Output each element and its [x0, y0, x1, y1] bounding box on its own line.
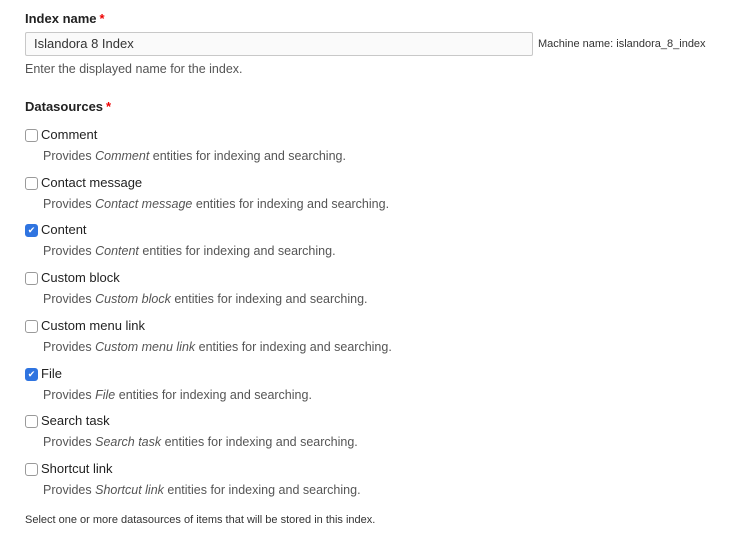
desc-suffix: entities for indexing and searching.	[195, 339, 392, 354]
desc-prefix: Provides	[43, 196, 96, 211]
checkbox-contact-message[interactable]	[25, 177, 38, 190]
checkbox-shortcut-link[interactable]	[25, 463, 38, 476]
datasource-description	[43, 149, 346, 163]
checkbox-content[interactable]: ✔	[25, 224, 38, 237]
desc-entity: Custom menu link	[95, 339, 196, 354]
datasource-description	[43, 292, 368, 306]
desc-suffix: entities for indexing and searching.	[138, 244, 336, 259]
index-name-description: Enter the displayed name for the index.	[25, 62, 243, 76]
desc-entity: Comment	[95, 149, 150, 163]
checkbox-file[interactable]: ✔	[25, 368, 38, 381]
datasource-description	[43, 483, 361, 497]
checkbox-label[interactable]: File	[41, 365, 62, 381]
desc-prefix: Provides	[43, 149, 96, 163]
desc-prefix: Provides	[43, 482, 96, 497]
datasources-label	[25, 99, 111, 114]
desc-suffix: entities for indexing and searching.	[170, 292, 368, 307]
datasource-description	[43, 435, 358, 449]
desc-prefix: Provides	[43, 244, 96, 259]
desc-suffix: entities for indexing and searching.	[149, 149, 346, 163]
desc-entity: Shortcut link	[95, 482, 164, 497]
index-name-label-text: Index name	[25, 11, 97, 26]
datasource-description	[43, 244, 336, 258]
required-marker: *	[99, 11, 105, 26]
desc-prefix: Provides	[43, 339, 96, 354]
datasources-label-text: Datasources	[25, 99, 104, 114]
checkbox-custom-menu-link[interactable]	[25, 320, 38, 333]
index-name-input[interactable]	[25, 32, 533, 56]
checkbox-label[interactable]: Content	[41, 222, 87, 238]
index-name-label	[25, 11, 105, 26]
datasource-description	[43, 340, 392, 354]
desc-prefix: Provides	[43, 292, 96, 307]
checkbox-label[interactable]: Search task	[41, 413, 110, 429]
desc-prefix: Provides	[43, 435, 96, 450]
required-marker: *	[106, 99, 112, 114]
desc-suffix: entities for indexing and searching.	[163, 482, 361, 497]
desc-entity: Custom block	[95, 292, 171, 307]
datasource-description	[43, 388, 312, 402]
desc-entity: Contact message	[95, 196, 193, 211]
desc-suffix: entities for indexing and searching.	[192, 196, 390, 211]
checkbox-comment[interactable]	[25, 129, 38, 142]
checkbox-custom-block[interactable]	[25, 272, 38, 285]
desc-entity: Search task	[95, 435, 162, 450]
checkbox-label[interactable]: Contact message	[41, 174, 143, 190]
checkbox-search-task[interactable]	[25, 415, 38, 428]
desc-suffix: entities for indexing and searching.	[115, 387, 312, 402]
desc-entity: File	[95, 387, 116, 402]
desc-entity: Content	[95, 244, 139, 259]
desc-prefix: Provides	[43, 387, 96, 402]
datasource-description	[43, 197, 389, 211]
checkbox-label[interactable]: Comment	[41, 127, 98, 142]
datasources-description: Select one or more datasources of items that will be stored in this index.	[25, 514, 376, 526]
checkbox-label[interactable]: Shortcut link	[41, 460, 113, 476]
machine-name: Machine name: islandora_8_index	[538, 38, 706, 50]
desc-suffix: entities for indexing and searching.	[161, 435, 358, 450]
checkbox-label[interactable]: Custom menu link	[41, 317, 146, 333]
checkbox-label[interactable]: Custom block	[41, 270, 120, 286]
